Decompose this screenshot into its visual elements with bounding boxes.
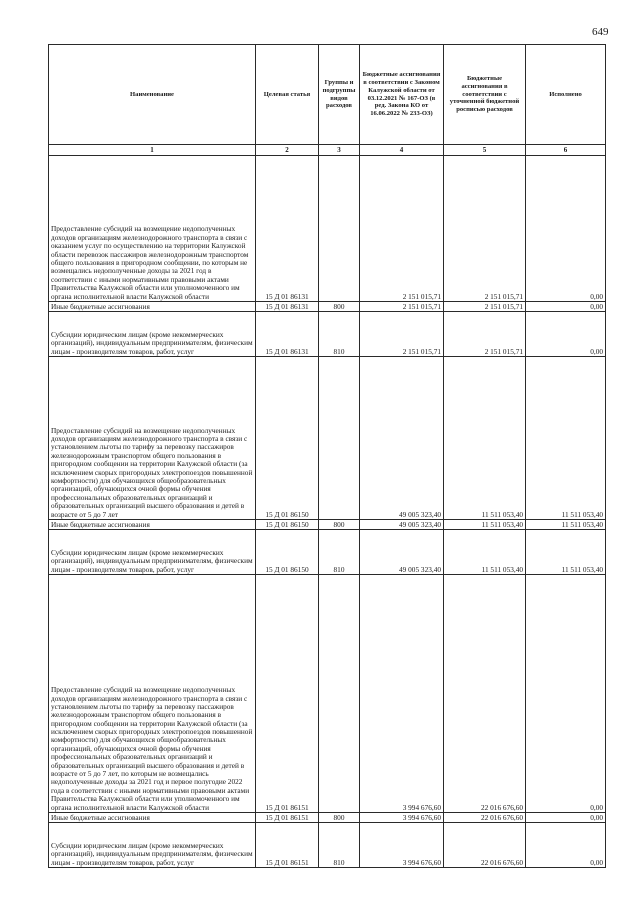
row-refined: 11 511 053,40 [444, 357, 526, 520]
row-refined: 2 151 015,71 [444, 312, 526, 357]
row-executed: 0,00 [526, 813, 606, 823]
row-name: Субсидии юридическим лицам (кроме некоммерческих организаций), индивидуальным предпринимателям, физическим лицам - производителям товаров, работ, услуг [49, 530, 256, 575]
column-number: 2 [256, 145, 319, 156]
row-refined: 22 016 676,60 [444, 823, 526, 868]
row-code: 15 Д 01 86151 [256, 813, 319, 823]
column-number: 1 [49, 145, 256, 156]
table-row [49, 357, 606, 520]
row-executed: 0,00 [526, 302, 606, 312]
row-code: 15 Д 01 86131 [256, 156, 319, 302]
column-number: 3 [319, 145, 360, 156]
row-law: 49 005 323,40 [360, 530, 444, 575]
row-refined: 11 511 053,40 [444, 530, 526, 575]
row-group: 800 [319, 813, 360, 823]
row-law: 49 005 323,40 [360, 520, 444, 530]
row-group: 810 [319, 312, 360, 357]
row-executed: 11 511 053,40 [526, 530, 606, 575]
row-group: 800 [319, 302, 360, 312]
row-law: 49 005 323,40 [360, 357, 444, 520]
page-number: 649 [592, 26, 609, 38]
table-row [49, 575, 606, 813]
column-number: 6 [526, 145, 606, 156]
row-executed: 0,00 [526, 156, 606, 302]
row-law: 2 151 015,71 [360, 156, 444, 302]
row-name: Предоставление субсидий на возмещение недополученных доходов организациям железнодорожного транспорта в связи с установлением льготы по тарифу за перевозку пассажиров железнодорожным транспортом общего пользования в пригородном сообщении на территории Калужской области (за исключением скорых пригородных электропоездов повышенной комфортности) для обучающихся общеобразовательных организаций, обучающихся очной формы обучения профессиональных образовательных организаций и образовательных организаций высшего образования и детей в возрасте от 5 до 7 лет [49, 357, 256, 520]
row-code: 15 Д 01 86151 [256, 823, 319, 868]
row-code: 15 Д 01 86150 [256, 520, 319, 530]
row-refined: 2 151 015,71 [444, 302, 526, 312]
column-number: 4 [360, 145, 444, 156]
row-code: 15 Д 01 86131 [256, 302, 319, 312]
table-row [49, 520, 606, 530]
row-name: Предоставление субсидий на возмещение недополученных доходов организациям железнодорожного транспорта в связи с оказанием услуг по осуществлению на территории Калужской области перевозок пассажиров железнодорожным транспортом общего пользования в пригородном сообщении, по которым не возмещались недополученные доходы за 2021 год в соответствии с иными нормативными правовыми актами Правительства Калужской области или уполномоченного им органа исполнительной власти Калужской области [49, 156, 256, 302]
row-group [319, 156, 360, 302]
row-law: 3 994 676,60 [360, 575, 444, 813]
row-refined: 2 151 015,71 [444, 156, 526, 302]
row-group [319, 357, 360, 520]
budget-table [48, 44, 606, 868]
row-code: 15 Д 01 86150 [256, 357, 319, 520]
row-law: 2 151 015,71 [360, 302, 444, 312]
row-refined: 22 016 676,60 [444, 813, 526, 823]
row-code: 15 Д 01 86150 [256, 530, 319, 575]
row-law: 3 994 676,60 [360, 823, 444, 868]
row-refined: 11 511 053,40 [444, 520, 526, 530]
row-code: 15 Д 01 86131 [256, 312, 319, 357]
row-name: Субсидии юридическим лицам (кроме некоммерческих организаций), индивидуальным предпринимателям, физическим лицам - производителям товаров, работ, услуг [49, 823, 256, 868]
table-row [49, 823, 606, 868]
column-numbers-row [49, 145, 606, 156]
table-header-row [49, 45, 606, 145]
header-name: Наименование [49, 45, 256, 145]
row-name: Предоставление субсидий на возмещение недополученных доходов организациям железнодорожного транспорта в связи с установлением льготы по тарифу за перевозку пассажиров железнодорожным транспортом общего пользования в пригородном сообщении на территории Калужской области (за исключением скорых пригородных электропоездов повышенной комфортности) для обучающихся общеобразовательных организаций, обучающихся очной формы обучения профессиональных образовательных организаций и образовательных организаций высшего образования и детей в возрасте от 5 до 7 лет, по которым не возмещались недополученные доходы за 2021 год и первое полугодие 2022 года в соответствии с иными нормативными правовыми актами Правительства Калужской области или уполномоченного им органа исполнительной власти Калужской области [49, 575, 256, 813]
header-executed: Исполнено [526, 45, 606, 145]
row-name: Субсидии юридическим лицам (кроме некоммерческих организаций), индивидуальным предпринимателям, физическим лицам - производителям товаров, работ, услуг [49, 312, 256, 357]
row-law: 2 151 015,71 [360, 312, 444, 357]
header-target: Целевая статья [256, 45, 319, 145]
row-executed: 11 511 053,40 [526, 357, 606, 520]
row-law: 3 994 676,60 [360, 813, 444, 823]
row-group: 800 [319, 520, 360, 530]
header-refined: Бюджетные ассигнования в соответствии с уточненной бюджетной росписью расходов [444, 45, 526, 145]
table-row [49, 530, 606, 575]
column-number: 5 [444, 145, 526, 156]
row-refined: 22 016 676,60 [444, 575, 526, 813]
row-group [319, 575, 360, 813]
row-name: Иные бюджетные ассигнования [49, 520, 256, 530]
table-row [49, 302, 606, 312]
row-code: 15 Д 01 86151 [256, 575, 319, 813]
row-group: 810 [319, 823, 360, 868]
table-row [49, 813, 606, 823]
row-executed: 0,00 [526, 312, 606, 357]
header-law: Бюджетные ассигнования в соответствии с Законом Калужской области от 03.12.2021 № 167-ОЗ (в ред. Закона КО от 16.06.2022 № 233-ОЗ) [360, 45, 444, 145]
row-executed: 0,00 [526, 823, 606, 868]
table-row [49, 156, 606, 302]
row-name: Иные бюджетные ассигнования [49, 302, 256, 312]
row-executed: 0,00 [526, 575, 606, 813]
table-row [49, 312, 606, 357]
header-groups: Группы и подгруппы видов расходов [319, 45, 360, 145]
row-group: 810 [319, 530, 360, 575]
row-name: Иные бюджетные ассигнования [49, 813, 256, 823]
row-executed: 11 511 053,40 [526, 520, 606, 530]
